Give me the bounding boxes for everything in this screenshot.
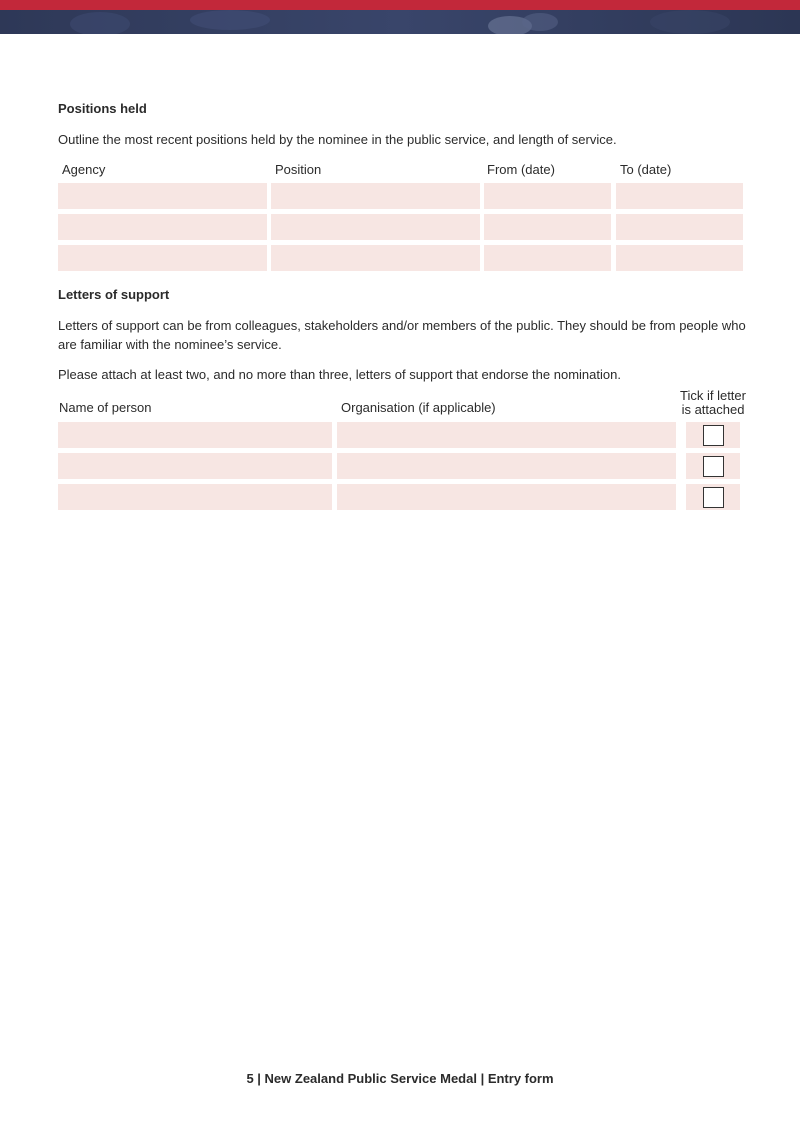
tick-header-line-2: is attached: [681, 402, 745, 417]
agency-field-2[interactable]: [58, 214, 267, 240]
to-date-field-3[interactable]: [616, 245, 743, 271]
from-date-field-2[interactable]: [484, 214, 611, 240]
tick-header-line-1: Tick if letter: [680, 388, 746, 403]
header-decorative-image: [0, 10, 800, 34]
agency-field-1[interactable]: [58, 183, 267, 209]
positions-held-intro: Outline the most recent positions held by the nominee in the public service, and length of service.: [58, 132, 617, 147]
name-field-2[interactable]: [58, 453, 332, 479]
name-field-3[interactable]: [58, 484, 332, 510]
letters-of-support-intro: Letters of support can be from colleagues, stakeholders and/or members of the public. They should be from people who are familiar with the nominee’s service.: [58, 318, 746, 352]
organisation-field-2[interactable]: [337, 453, 676, 479]
to-date-field-1[interactable]: [616, 183, 743, 209]
column-from-date: From (date): [487, 162, 555, 177]
column-name-of-person: Name of person: [59, 400, 152, 415]
to-date-field-2[interactable]: [616, 214, 743, 240]
name-field-1[interactable]: [58, 422, 332, 448]
letters-of-support-instruction: Please attach at least two, and no more than three, letters of support that endorse the nomination.: [58, 367, 621, 382]
agency-field-3[interactable]: [58, 245, 267, 271]
organisation-field-1[interactable]: [337, 422, 676, 448]
attached-checkbox-3[interactable]: [703, 487, 724, 508]
column-agency: Agency: [62, 162, 106, 177]
header-red-stripe: [0, 0, 800, 10]
letters-of-support-title: Letters of support: [58, 287, 170, 302]
attached-checkbox-1[interactable]: [703, 425, 724, 446]
column-organisation: Organisation (if applicable): [341, 400, 496, 415]
from-date-field-1[interactable]: [484, 183, 611, 209]
column-to-date: To (date): [620, 162, 672, 177]
column-position: Position: [275, 162, 322, 177]
position-field-1[interactable]: [271, 183, 480, 209]
page-footer: 5 | New Zealand Public Service Medal | Entry form: [246, 1071, 554, 1086]
position-field-2[interactable]: [271, 214, 480, 240]
from-date-field-3[interactable]: [484, 245, 611, 271]
header-banner: [0, 0, 800, 34]
organisation-field-3[interactable]: [337, 484, 676, 510]
attached-checkbox-2[interactable]: [703, 456, 724, 477]
column-tick-if-attached: [672, 389, 754, 417]
position-field-3[interactable]: [271, 245, 480, 271]
positions-held-title: Positions held: [58, 101, 147, 116]
